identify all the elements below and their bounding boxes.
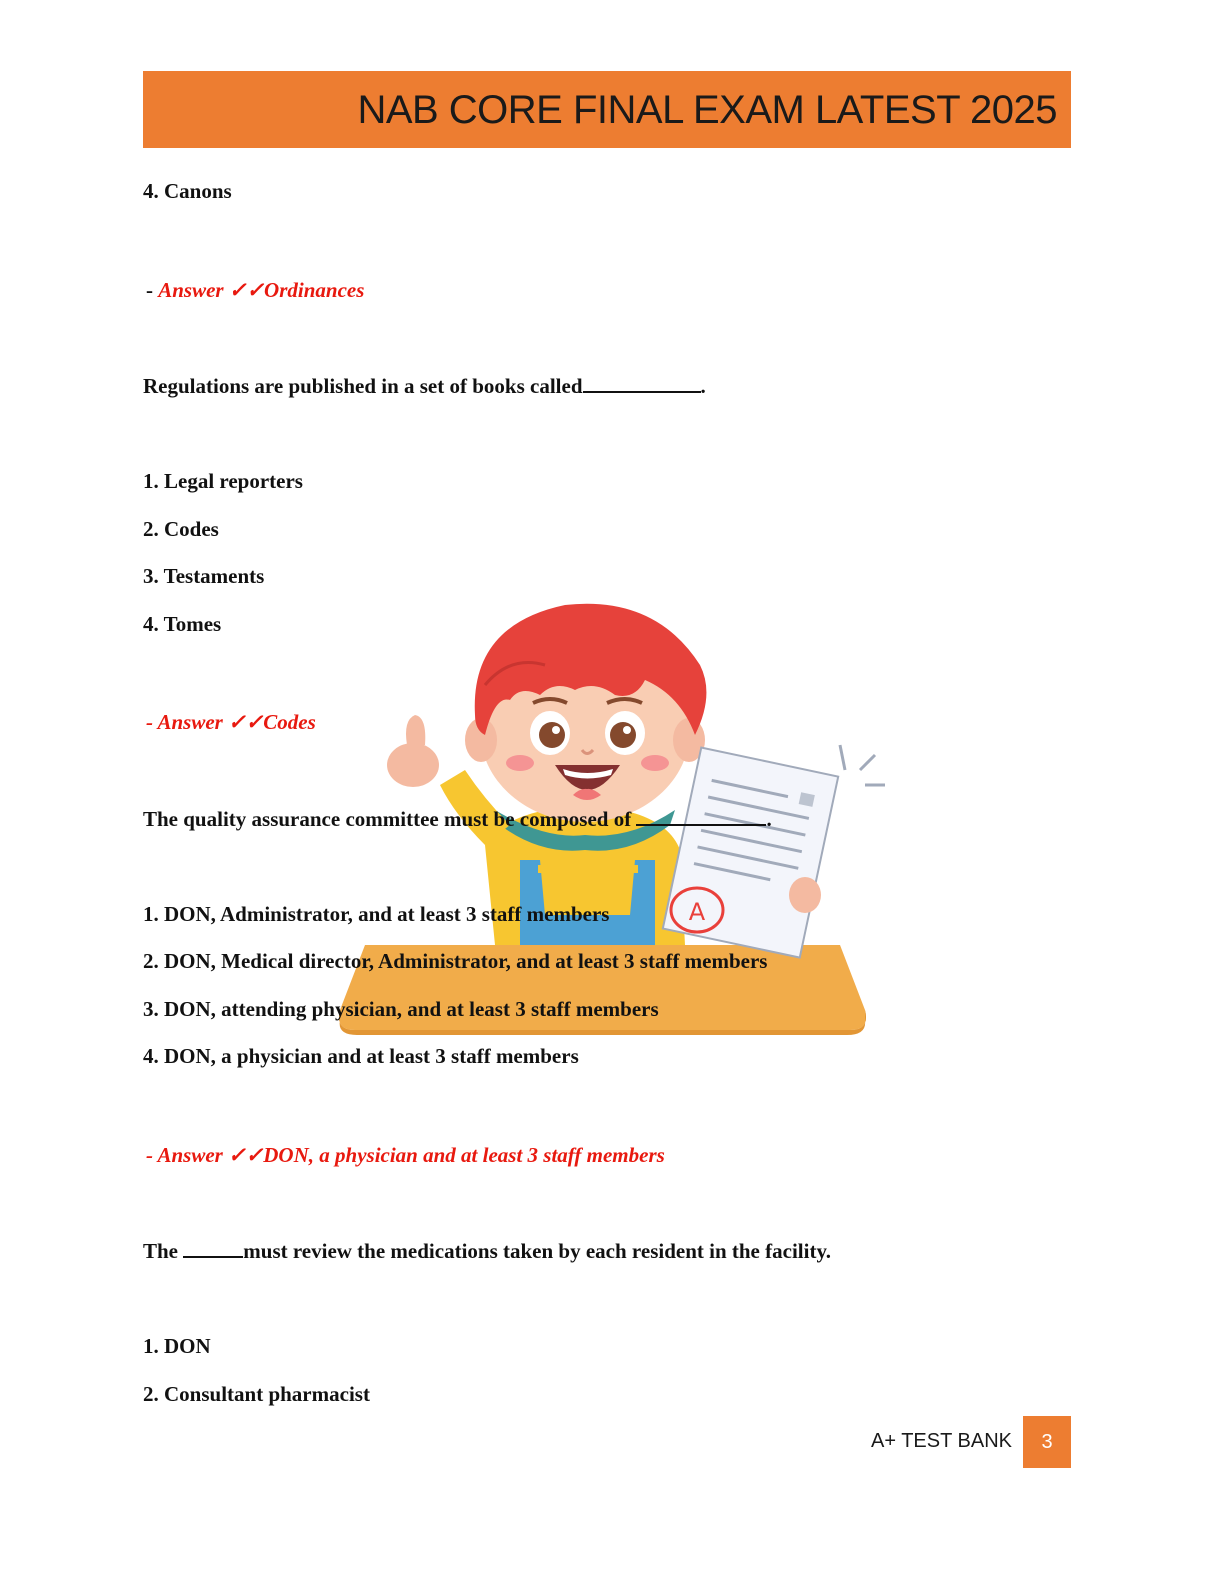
- q3-question-start: The quality assurance committee must be composed of: [143, 807, 637, 831]
- q2-answer: [146, 709, 316, 735]
- q3-option-4: 4. DON, a physician and at least 3 staff members: [143, 1044, 579, 1068]
- q2-option-3: 3. Testaments: [143, 564, 265, 588]
- footer-label: A+ TEST BANK: [871, 1430, 1012, 1452]
- q4-question-end: must review the medications taken by each resident in the facility.: [243, 1239, 832, 1263]
- q2-answer-text: Answer ✓✓Codes: [157, 710, 316, 734]
- q4-question: [143, 1238, 831, 1264]
- answer-dash: -: [146, 1143, 158, 1167]
- q2-question-start: Regulations are published in a set of books called: [143, 374, 583, 398]
- q3-question: [143, 806, 772, 832]
- q1-answer: [146, 277, 364, 303]
- grade-mark: A: [688, 898, 706, 926]
- answer-dash: -: [146, 278, 159, 302]
- q2-option-1: 1. Legal reporters: [143, 469, 303, 493]
- q3-answer: [146, 1142, 665, 1168]
- q3-option-3: 3. DON, attending physician, and at least 3 staff members: [143, 997, 659, 1021]
- q3-question-end: .: [766, 807, 772, 831]
- q1-option-4: 4. Canons: [143, 179, 232, 203]
- q4-blank: [183, 1238, 243, 1258]
- q2-option-2: 2. Codes: [143, 517, 219, 541]
- q4-question-start: The: [143, 1239, 184, 1263]
- q4-option-2: 2. Consultant pharmacist: [143, 1382, 370, 1406]
- q3-answer-text: Answer ✓✓DON, a physician and at least 3 staff members: [157, 1143, 665, 1167]
- answer-dash: -: [146, 710, 158, 734]
- header-band: [143, 71, 1071, 148]
- q1-answer-text: Answer ✓✓Ordinances: [158, 278, 365, 302]
- q3-option-2: 2. DON, Medical director, Administrator, and at least 3 staff members: [143, 949, 768, 973]
- q4-option-1: 1. DON: [143, 1334, 211, 1358]
- q2-question: [143, 373, 706, 399]
- q2-option-4: 4. Tomes: [143, 612, 222, 636]
- page-number: 3: [1023, 1416, 1071, 1468]
- q3-option-1: 1. DON, Administrator, and at least 3 staff members: [143, 902, 610, 926]
- q3-blank: [636, 806, 766, 826]
- q2-question-end: .: [700, 374, 706, 398]
- page-title: NAB CORE FINAL EXAM LATEST 2025: [357, 88, 1057, 132]
- q2-blank: [583, 373, 701, 393]
